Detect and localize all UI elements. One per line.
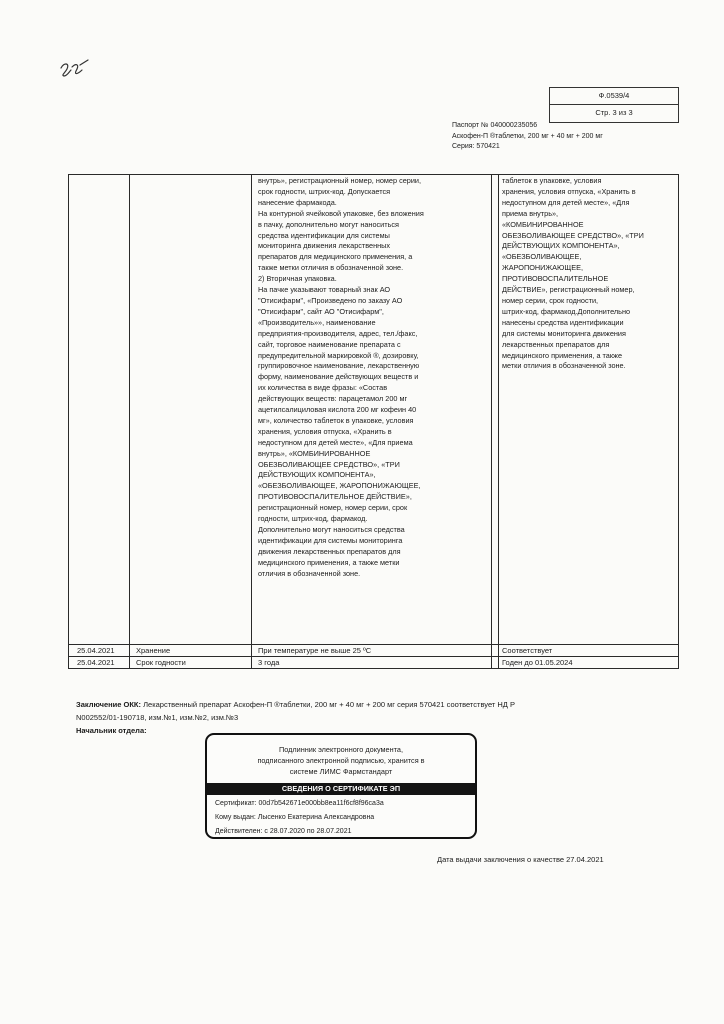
row-shelf-life-requirement: 3 года xyxy=(258,658,280,667)
stamp-line-2: подписанного электронной подписью, хранится в xyxy=(257,756,425,765)
text-line: На контурной ячейковой упаковке, без вложения xyxy=(258,208,424,218)
row-shelf-life-indicator: Срок годности xyxy=(136,658,186,667)
text-line: «ОБЕЗБОЛИВАЮЩЕЕ, xyxy=(502,252,582,262)
text-line: движения лекарственных препаратов для xyxy=(258,546,401,556)
text-line: недоступном для детей месте», «Для приема xyxy=(258,437,413,447)
electronic-signature-stamp xyxy=(205,733,477,839)
text-line: метки отличия в обозначенной зоне. xyxy=(502,361,626,371)
text-line: ДЕЙСТВУЮЩИХ КОМПОНЕНТА», xyxy=(258,470,376,480)
conclusion-text: Лекарственный препарат Аскофен-П ®таблетки, 200 мг + 40 мг + 200 мг серия 570421 соответствует НД Р xyxy=(141,700,515,709)
text-line: лекарственных препаратов для xyxy=(502,339,610,349)
text-line: хранения, условия отпуска, «Хранить в xyxy=(258,426,392,436)
row-storage-requirement: При температуре не выше 25 ºС xyxy=(258,646,372,655)
text-line: штрих-код, фармакод.Дополнительно xyxy=(502,306,631,316)
text-line: медицинского применения, а также метки xyxy=(258,557,400,567)
text-line: На пачке указывают товарный знак АО xyxy=(258,285,391,295)
text-line: срок годности, штрих-код. Допускается xyxy=(258,186,391,196)
text-line: регистрационный номер, номер серии, срок xyxy=(258,503,408,513)
text-line: идентификации для системы мониторинга xyxy=(258,535,403,545)
text-line: для системы мониторинга движения xyxy=(502,328,626,338)
text-line: группировочное наименование, лекарственную xyxy=(258,361,420,371)
test-results-table xyxy=(68,174,679,669)
text-line: ОБЕЗБОЛИВАЮЩЕЕ СРЕДСТВО», «ТРИ xyxy=(502,230,644,240)
text-line: приема внутрь», xyxy=(502,208,559,218)
text-line: внутрь», «КОМБИНИРОВАННОЕ xyxy=(258,448,371,458)
text-line: годности, штрих-код, фармакод. xyxy=(258,514,368,524)
text-line: Дополнительно могут наноситься средства xyxy=(258,525,405,534)
text-line: недоступном для детей месте», «Для xyxy=(502,197,630,207)
row-shelf-life-date: 25.04.2021 xyxy=(77,658,115,667)
text-line: форму, наименование действующих веществ и xyxy=(258,372,419,382)
passport-product: Аскофен-П ®таблетки, 200 мг + 40 мг + 200 мг xyxy=(452,132,603,140)
stamp-certificate-number: Сертификат: 00d7b542671e000bb8ea11f6cf8f96ca3a xyxy=(215,800,384,807)
text-line: средства идентификации для системы xyxy=(258,230,390,240)
text-line: их количества в виде фразы: «Состав xyxy=(258,383,388,393)
text-line: ДЕЙСТВИЕ», регистрационный номер, xyxy=(502,285,635,295)
row-storage-indicator: Хранение xyxy=(136,646,171,655)
stamp-issued-to: Кому выдан: Лысенко Екатерина Александровна xyxy=(215,814,375,821)
text-line: таблеток в упаковке, условия xyxy=(502,176,602,185)
text-line: предупредительной маркировкой ®, дозировку, xyxy=(258,350,419,360)
form-code: Ф.0539/4 xyxy=(550,88,678,105)
passport-number: Паспорт № 040000235056 xyxy=(452,122,538,129)
text-line: «Производитель»», наименование xyxy=(258,317,376,327)
text-line: «КОМБИНИРОВАННОЕ xyxy=(502,219,584,229)
text-line: нанесение фармакода. xyxy=(258,197,337,207)
text-line: внутрь», регистрационный номер, номер серии, xyxy=(258,176,422,185)
text-line: номер серии, срок годности, xyxy=(502,295,599,305)
conclusion-document-ref: N002552/01-190718, изм.№1, изм.№2, изм.№3 xyxy=(76,713,239,722)
text-line: хранения, условия отпуска, «Хранить в xyxy=(502,186,636,196)
text-line: отличия в обозначенной зоне. xyxy=(258,568,361,578)
stamp-line-1: Подлинник электронного документа, xyxy=(278,745,403,754)
row-storage-result: Соответствует xyxy=(502,646,553,655)
text-line: "Отисифарм", «Произведено по заказу АО xyxy=(258,295,403,305)
row-shelf-life-result: Годен до 01.05.2024 xyxy=(502,658,573,667)
page-number: Стр. 3 из 3 xyxy=(595,108,633,117)
qc-conclusion xyxy=(76,698,515,737)
text-line: 2) Вторичная упаковка. xyxy=(258,274,337,284)
stamp-certificate-header: СВЕДЕНИЯ О СЕРТИФИКАТЕ ЭП xyxy=(207,783,475,795)
text-line: нанесены средства идентификации xyxy=(502,317,624,327)
text-line: в пачку, дополнительно могут наноситься xyxy=(258,219,399,229)
text-line: ПРОТИВОВОСПАЛИТЕЛЬНОЕ xyxy=(502,274,609,284)
text-line: ОБЕЗБОЛИВАЮЩЕЕ СРЕДСТВО», «ТРИ xyxy=(258,459,400,469)
handwritten-page-mark xyxy=(58,58,92,82)
issue-date: Дата выдачи заключения о качестве 27.04.2021 xyxy=(437,855,604,864)
result-text-cell xyxy=(502,176,644,372)
head-of-department-label: Начальник отдела: xyxy=(76,726,147,735)
text-line: ацетилсалициловая кислота 200 мг кофеин 40 xyxy=(258,405,417,415)
text-line: ДЕЙСТВУЮЩИХ КОМПОНЕНТА», xyxy=(502,241,620,251)
form-code-box xyxy=(549,87,679,123)
requirement-text-cell xyxy=(258,176,424,580)
text-line: мг», количество таблеток в упаковке, условия xyxy=(258,415,414,425)
text-line: ПРОТИВОВОСПАЛИТЕЛЬНОЕ ДЕЙСТВИЕ», xyxy=(258,492,412,502)
text-line: мониторинга движения лекарственных xyxy=(258,241,391,251)
text-line: сайт, торговое наименование препарата с xyxy=(258,339,401,349)
conclusion-label: Заключение ОКК: xyxy=(76,700,142,709)
text-line: предприятия-производителя, адрес, тел./факс, xyxy=(258,328,418,338)
row-storage-date: 25.04.2021 xyxy=(77,646,115,655)
passport-header xyxy=(452,121,603,153)
stamp-validity: Действителен: с 28.07.2020 по 28.07.2021 xyxy=(215,828,352,835)
text-line: также метки отличия в обозначенной зоне. xyxy=(258,263,404,273)
text-line: медицинского применения, а также xyxy=(502,350,622,360)
text-line: ЖАРОПОНИЖАЮЩЕЕ, xyxy=(502,263,583,273)
text-line: действующих веществ: парацетамол 200 мг xyxy=(258,394,408,404)
passport-series: Серия: 570421 xyxy=(452,143,500,150)
text-line: "Отисифарм", сайт АО "Отисифарм", xyxy=(258,306,384,316)
stamp-line-3: системе ЛИМС Фармстандарт xyxy=(289,767,393,776)
text-line: препаратов для медицинского применения, а xyxy=(258,252,413,262)
text-line: «ОБЕЗБОЛИВАЮЩЕЕ, ЖАРОПОНИЖАЮЩЕЕ, xyxy=(258,481,421,491)
